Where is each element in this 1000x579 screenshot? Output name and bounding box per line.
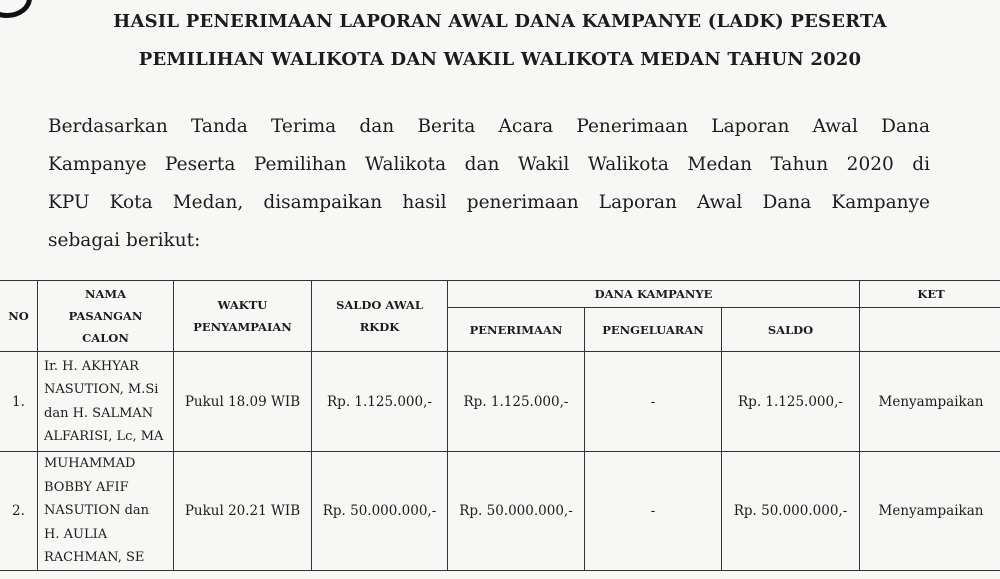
header-nama-line: NAMA [84, 287, 127, 301]
header-pengeluaran: PENGELUARAN [585, 308, 722, 352]
name-line: ALFARISI, Lc, MA [44, 429, 164, 444]
table-row [0, 352, 1000, 452]
header-nama-line: PASANGAN [68, 309, 143, 323]
header-nama-line: CALON [82, 331, 129, 345]
header-saldo-awal-line: RKDK [359, 320, 400, 334]
intro-line: sebagai berikut: [48, 230, 201, 251]
header-penerimaan: PENERIMAAN [448, 308, 585, 352]
header-saldo: SALDO [722, 308, 860, 352]
cell-pengeluaran: - [585, 452, 722, 571]
cell-waktu: Pukul 20.21 WIB [174, 452, 312, 571]
cell-saldo-awal: Rp. 50.000.000,- [312, 452, 448, 571]
cell-nama-pasangan [38, 452, 174, 571]
name-line: RACHMAN, SE [44, 550, 145, 566]
ladk-results-table [0, 280, 1000, 571]
name-line: NASUTION dan [44, 503, 150, 519]
header-ket-blank [860, 308, 1000, 352]
header-saldo-awal-rkdk [312, 281, 448, 352]
header-waktu-line: WAKTU [217, 298, 268, 312]
name-line: MUHAMMAD [44, 456, 136, 472]
cell-pengeluaran: - [585, 352, 722, 452]
cell-no: 1. [0, 352, 38, 452]
intro-line: Kampanye Peserta Pemilihan Walikota dan Wakil Walikota Medan Tahun 2020 di [48, 154, 930, 175]
header-waktu-penyampaian [174, 281, 312, 352]
header-saldo-awal-line: SALDO AWAL [336, 298, 423, 312]
name-line: Ir. H. AKHYAR [44, 358, 139, 374]
intro-paragraph [48, 108, 930, 260]
header-waktu-line: PENYAMPAIAN [193, 320, 292, 334]
document-title-line-2: PEMILIHAN WALIKOTA DAN WAKIL WALIKOTA MEDAN TAHUN 2020 [138, 49, 862, 70]
cell-penerimaan: Rp. 1.125.000,- [448, 352, 585, 452]
name-line: H. AULIA [44, 526, 108, 542]
header-nama-pasangan-calon [38, 281, 174, 352]
name-line: dan H. SALMAN [44, 405, 154, 421]
cell-ket: Menyampaikan [860, 452, 1000, 571]
document-title-line-1: HASIL PENERIMAAN LAPORAN AWAL DANA KAMPANYE (LADK) PESERTA [113, 11, 887, 32]
cell-ket: Menyampaikan [860, 352, 1000, 452]
name-line: NASUTION, M.Si [44, 382, 159, 397]
name-line: BOBBY AFIF [44, 479, 129, 495]
cell-penerimaan: Rp. 50.000.000,- [448, 452, 585, 571]
cell-nama-pasangan [38, 352, 174, 452]
intro-line: Berdasarkan Tanda Terima dan Berita Acara Penerimaan Laporan Awal Dana [48, 116, 930, 137]
cell-saldo: Rp. 1.125.000,- [722, 352, 860, 452]
cell-waktu: Pukul 18.09 WIB [174, 352, 312, 452]
header-ket: KET [860, 281, 1000, 308]
cell-no: 2. [0, 452, 38, 571]
intro-line: KPU Kota Medan, disampaikan hasil penerimaan Laporan Awal Dana Kampanye [48, 192, 930, 213]
cell-saldo: Rp. 50.000.000,- [722, 452, 860, 571]
table-row [0, 452, 1000, 571]
header-no: NO [0, 281, 38, 352]
header-dana-kampanye: DANA KAMPANYE [448, 281, 860, 308]
cell-saldo-awal: Rp. 1.125.000,- [312, 352, 448, 452]
